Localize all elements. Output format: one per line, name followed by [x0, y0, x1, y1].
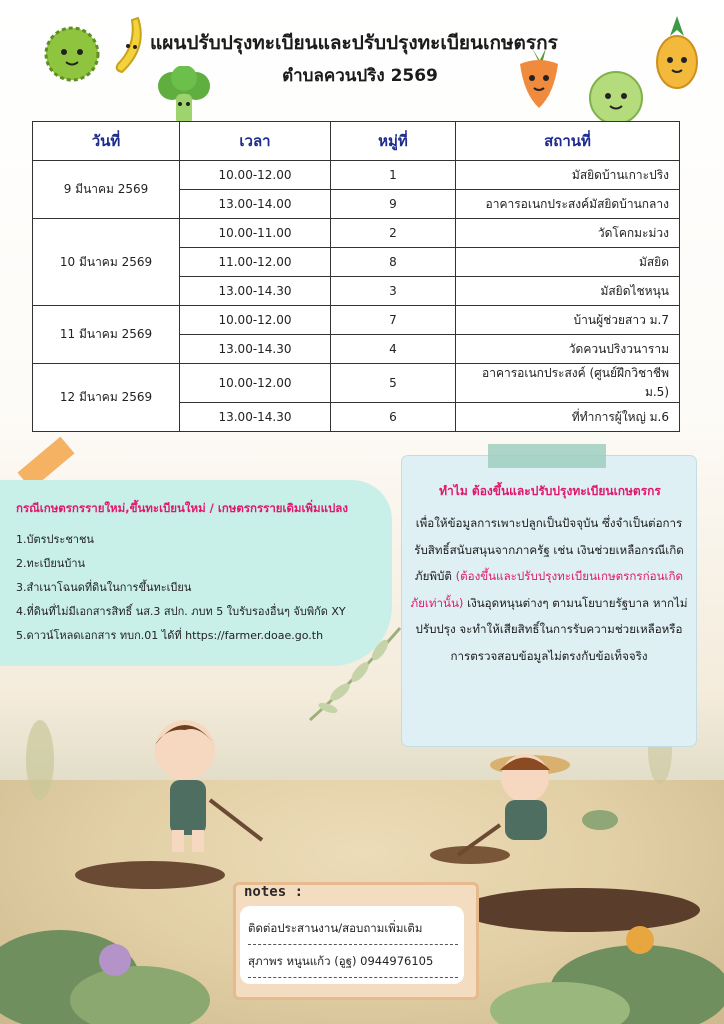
- date-cell: 11 มีนาคม 2569: [33, 306, 180, 364]
- why-body-text-end: เงินอุดหนุนต่างๆ ตามนโยบายรัฐบาล หากไม่ปรับปรุง จะทำให้เสียสิทธิ์ในการรับความช่วยเหลือหรือการตรวจสอบข้อมูลไม่ตรงกับข้อเท็จจริง: [415, 595, 688, 663]
- village-cell: 5: [331, 364, 456, 403]
- tape-decoration: [488, 444, 606, 468]
- time-cell: 13.00-14.30: [180, 403, 331, 432]
- list-item: 2.ทะเบียนบ้าน: [16, 557, 86, 570]
- leaf-branch-icon: [300, 620, 410, 730]
- village-cell: 9: [331, 190, 456, 219]
- banana-mascot-icon: [108, 14, 152, 76]
- place-cell: มัสยิด: [456, 248, 680, 277]
- place-cell: อาคารอเนกประสงค์ (ศูนย์ฝึกวิชาชีพ ม.5): [456, 364, 680, 403]
- place-cell: มัสยิดบ้านเกาะปริง: [456, 161, 680, 190]
- time-cell: 11.00-12.00: [180, 248, 331, 277]
- durian-mascot-icon: [40, 20, 104, 84]
- village-cell: 6: [331, 403, 456, 432]
- place-cell: อาคารอเนกประสงค์มัสยิดบ้านกลาง: [456, 190, 680, 219]
- place-cell: ที่ทำการผู้ใหญ่ ม.6: [456, 403, 680, 432]
- column-header-time: เวลา: [180, 122, 331, 161]
- page-subtitle: ตำบลควนปริง 2569: [282, 66, 438, 86]
- table-header-row: [33, 122, 680, 161]
- table-row: [33, 306, 680, 335]
- village-cell: 8: [331, 248, 456, 277]
- time-cell: 13.00-14.30: [180, 335, 331, 364]
- pineapple-mascot-icon: [650, 14, 704, 92]
- page-title: แผนปรับปรุงทะเบียนและปรับปรุงทะเบียนเกษตรกร: [150, 32, 558, 54]
- list-item: 3.สำเนาโฉนดที่ดินในการขึ้นทะเบียน: [16, 581, 192, 594]
- time-cell: 10.00-12.00: [180, 161, 331, 190]
- column-header-village: หมู่ที่: [331, 122, 456, 161]
- time-cell: 10.00-12.00: [180, 306, 331, 335]
- column-header-place: สถานที่: [456, 122, 680, 161]
- date-cell: 12 มีนาคม 2569: [33, 364, 180, 432]
- village-cell: 1: [331, 161, 456, 190]
- list-item: 5.ดาวน์โหลดเอกสาร ทบก.01 ได้ที่ https://farmer.doae.go.th: [16, 629, 324, 642]
- village-cell: 2: [331, 219, 456, 248]
- notes-label: notes :: [244, 884, 304, 900]
- time-cell: 13.00-14.30: [180, 277, 331, 306]
- table-row: [33, 219, 680, 248]
- place-cell: วัดควนปริงวนาราม: [456, 335, 680, 364]
- cabbage-mascot-icon: [580, 64, 652, 128]
- time-cell: 13.00-14.00: [180, 190, 331, 219]
- why-body-text: เพื่อให้ข้อมูลการเพาะปลูกเป็นปัจจุบัน ซึ่งจำเป็นต่อการรับสิทธิ์สนับสนุนจากภาครัฐ เช่น เงินช่วยเหลือกรณีเกิดภัยพิบัติ: [414, 516, 684, 583]
- table-row: [33, 161, 680, 190]
- schedule-table: [32, 121, 680, 432]
- contact-person: สุภาพร หนูนแก้ว (อูฐ) 0944976105: [248, 953, 458, 978]
- why-heading: ทำไม ต้องขึ้นและปรับปรุงทะเบียนเกษตรกร: [439, 484, 661, 498]
- date-cell: 9 มีนาคม 2569: [33, 161, 180, 219]
- column-header-date: วันที่: [33, 122, 180, 161]
- date-cell: 10 มีนาคม 2569: [33, 219, 180, 306]
- village-cell: 7: [331, 306, 456, 335]
- why-body: [410, 510, 688, 669]
- list-item: 1.บัตรประชาชน: [16, 533, 94, 546]
- village-cell: 4: [331, 335, 456, 364]
- place-cell: บ้านผู้ช่วยสาว ม.7: [456, 306, 680, 335]
- time-cell: 10.00-12.00: [180, 364, 331, 403]
- why-body-highlight: (ต้องขึ้นและปรับปรุงทะเบียนเกษตรกรก่อนเกิดภัยเท่านั้น): [410, 569, 684, 610]
- requirements-heading: กรณีเกษตรกรรายใหม่,ขึ้นทะเบียนใหม่ / เกษตรกรรายเดิมเพิ่มแปลง: [16, 501, 348, 515]
- village-cell: 3: [331, 277, 456, 306]
- place-cell: มัสยิดไชหนุน: [456, 277, 680, 306]
- list-item: 4.ที่ดินที่ไม่มีเอกสารสิทธิ์ นส.3 สปก. ภบท 5 ใบรับรองอื่นๆ จับพิกัด XY: [16, 605, 346, 618]
- contact-heading: ติดต่อประสานงาน/สอบถามเพิ่มเติม: [248, 920, 458, 945]
- table-row: [33, 364, 680, 403]
- time-cell: 10.00-11.00: [180, 219, 331, 248]
- place-cell: วัดโคกมะม่วง: [456, 219, 680, 248]
